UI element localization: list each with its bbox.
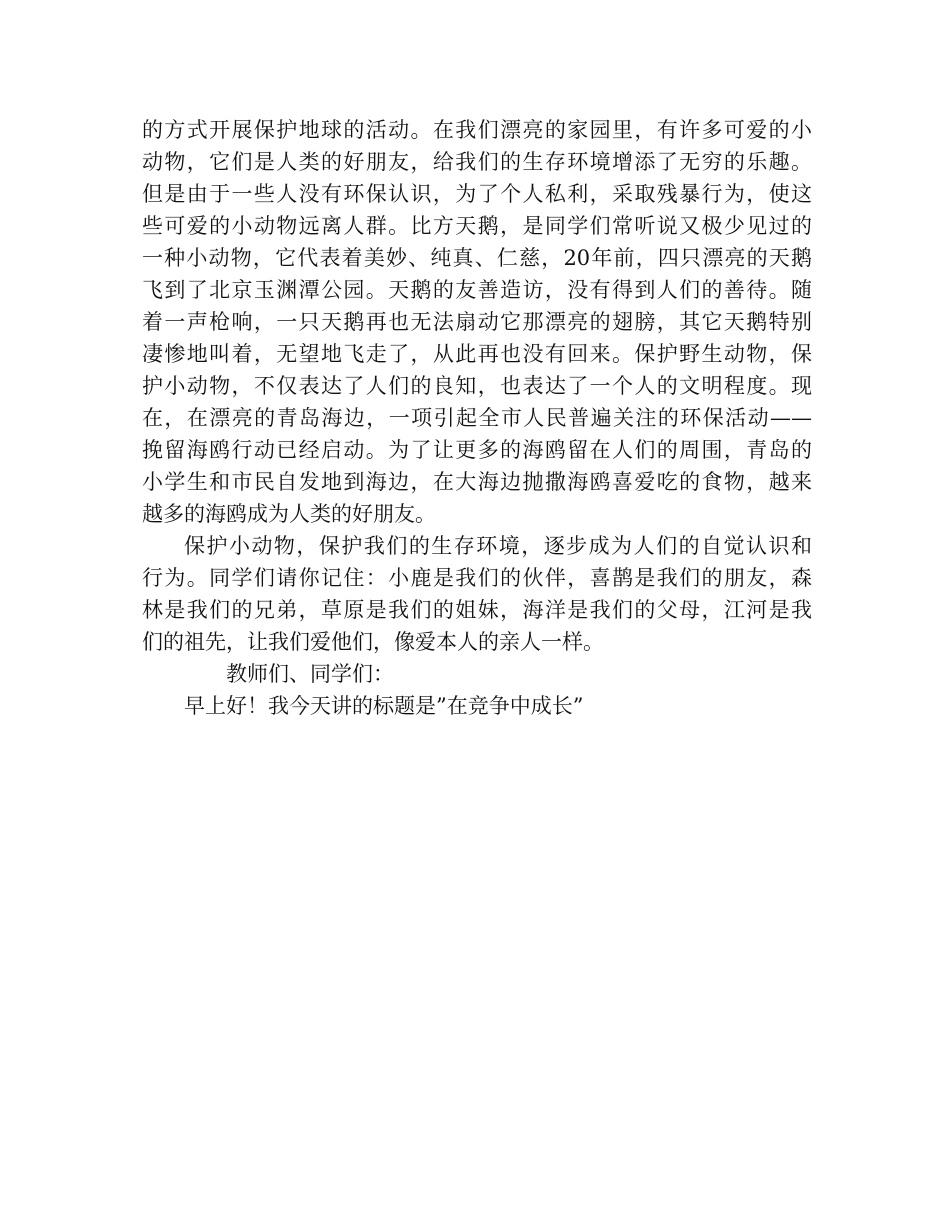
text-line: 在，在漂亮的青岛海边，一项引起全市人民普遍关注的环保活动——: [142, 406, 812, 430]
text-line: 些可爱的小动物远离人群。比方天鹅，是同学们常听说又极少见过的: [142, 214, 812, 238]
text-line: 一种小动物，它代表着美妙、纯真、仁慈，20年前，四只漂亮的天鹅: [142, 246, 812, 270]
text-line: 动物，它们是人类的好朋友，给我们的生存环境增添了无穷的乐趣。: [142, 150, 812, 174]
greeting: 早上好！我今天讲的标题是”在竞争中成长”: [184, 694, 584, 718]
text-line: 挽留海鸥行动已经启动。为了让更多的海鸥留在人们的周围，青岛的: [142, 438, 812, 462]
text-line: 林是我们的兄弟，草原是我们的姐妹，海洋是我们的父母，江河是我: [142, 598, 812, 622]
text-line: 的方式开展保护地球的活动。在我们漂亮的家园里，有许多可爱的小: [142, 118, 812, 142]
text-line: 行为。同学们请你记住：小鹿是我们的伙伴，喜鹊是我们的朋友，森: [142, 566, 812, 590]
text-line: 凄惨地叫着，无望地飞走了，从此再也没有回来。保护野生动物，保: [142, 342, 812, 366]
text-line: 小学生和市民自发地到海边，在大海边抛撒海鸥喜爱吃的食物，越来: [142, 470, 812, 494]
text-line: 们的祖先，让我们爱他们，像爱本人的亲人一样。: [142, 630, 604, 654]
text-line: 护小动物，不仅表达了人们的良知，也表达了一个人的文明程度。现: [142, 374, 812, 398]
text-line: 但是由于一些人没有环保认识，为了个人私利，采取残暴行为，使这: [142, 182, 812, 206]
text-line: 保护小动物，保护我们的生存环境，逐步成为人们的自觉认识和: [184, 534, 812, 558]
text-line: 着一声枪响，一只天鹅再也无法扇动它那漂亮的翅膀，其它天鹅特别: [142, 310, 812, 334]
text-line: 飞到了北京玉渊潭公园。天鹅的友善造访，没有得到人们的善待。随: [142, 278, 812, 302]
salutation: 教师们、同学们：: [226, 662, 394, 686]
text-line: 越多的海鸥成为人类的好朋友。: [142, 502, 436, 526]
